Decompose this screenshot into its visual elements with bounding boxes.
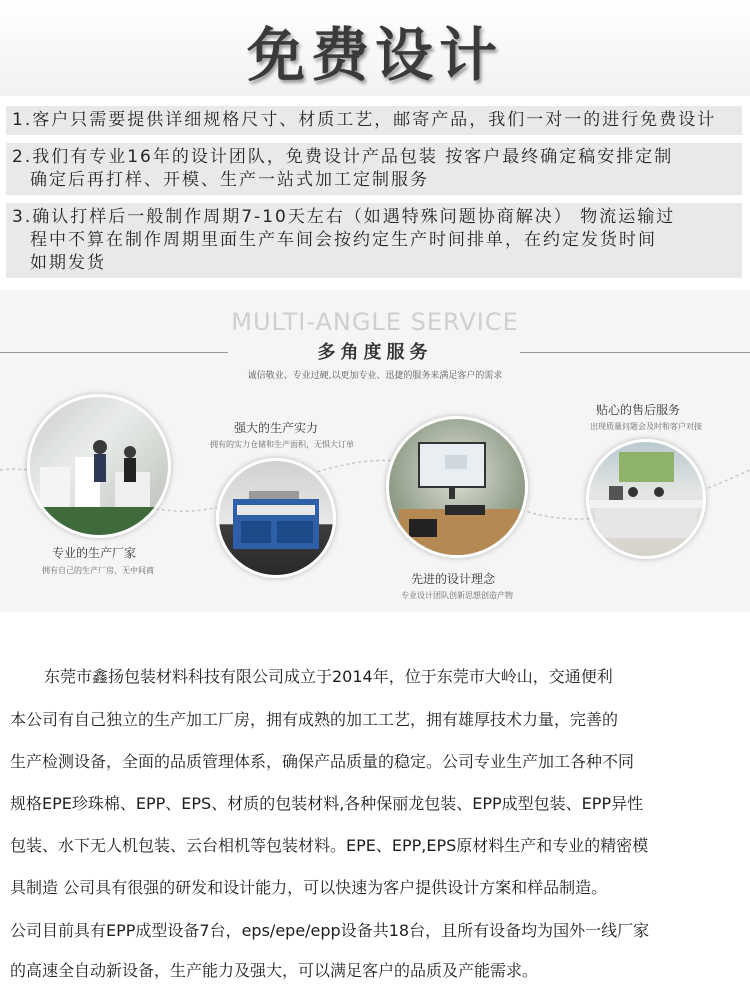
about-line: 规格EPE珍珠棉、EPP、EPS、材质的包装材料,各种保丽龙包装、EPP成型包装、EPP异性 [10, 794, 644, 813]
notice-item-1 [6, 106, 742, 135]
notice-line: 1.客户只需要提供详细规格尺寸、材质工艺，邮寄产品，我们一对一的进行免费设计 [12, 110, 717, 130]
service-section [0, 290, 750, 612]
notice-item-2 [6, 143, 742, 195]
notice-line: 2.我们有专业16年的设计团队，免费设计产品包装 按客户最终确定稿安排定制 [12, 147, 674, 167]
service-item-desc: 拥有自己的生产厂房，无中间商 [42, 566, 154, 575]
notice-item-3 [6, 203, 742, 278]
service-item-label: 先进的设计理念 [411, 572, 496, 586]
factory-scene-icon [30, 397, 168, 535]
notice-line: 程中不算在制作周期里面生产车间会按约定生产时间排单，在约定发货时间 [30, 230, 657, 250]
service-subtitle: 诚信敬业、专业过硬,以更加专业、迅捷的服务来满足客户的需求 [247, 371, 503, 381]
about-line: 公司目前具有EPP成型设备7台，eps/epe/epp设备共18台，且所有设备均为国外一线厂家 [10, 921, 650, 940]
office-photo [586, 439, 706, 559]
design-scene-icon [389, 419, 525, 555]
about-line: 生产检测设备，全面的品质管理体系，确保产品质量的稳定。公司专业生产加工各种不同 [10, 752, 635, 771]
notice-line: 3.确认打样后一般制作周期7-10天左右（如遇特殊问题协商解决） 物流运输过 [12, 207, 676, 227]
notice-line: 确定后再打样、开模、生产一站式加工定制服务 [30, 170, 429, 190]
about-line: 东莞市鑫扬包装材料科技有限公司成立于2014年，位于东莞市大岭山，交通便利 [44, 667, 613, 686]
page-title: 免费设计 [246, 21, 503, 89]
about-line: 的高速全自动新设备，生产能力及强大，可以满足客户的品质及产能需求。 [10, 961, 539, 980]
machine-scene-icon [219, 461, 333, 575]
office-scene-icon [589, 442, 703, 556]
service-title-cn: 多角度服务 [317, 342, 433, 363]
machine-photo [216, 458, 336, 578]
service-title-en: MULTI-ANGLE SERVICE [231, 308, 519, 336]
about-line: 包装、水下无人机包装、云台相机等包装材料。EPE、EPP,EPS原材料生产和专业的精密模 [10, 836, 649, 855]
service-item-label: 专业的生产厂家 [52, 546, 137, 560]
factory-photo [27, 394, 171, 538]
service-item-label: 贴心的售后服务 [596, 403, 681, 417]
header-banner [0, 0, 750, 96]
service-item-desc: 出现质量问题会及时和客户对接 [590, 422, 702, 431]
service-item-label: 强大的生产实力 [234, 421, 319, 435]
service-item-desc: 拥有的实力仓储和生产面积，无惧大订单 [210, 440, 354, 449]
about-line: 本公司有自己独立的生产加工厂房，拥有成熟的加工工艺，拥有雄厚技术力量，完善的 [10, 710, 619, 729]
about-line: 具制造 公司具有很强的研发和设计能力，可以快速为客户提供设计方案和样品制造。 [10, 878, 608, 897]
service-item-desc: 专业设计团队创新思想创造产物 [401, 591, 513, 600]
design-photo [386, 416, 528, 558]
notice-line: 如期发货 [30, 253, 106, 273]
